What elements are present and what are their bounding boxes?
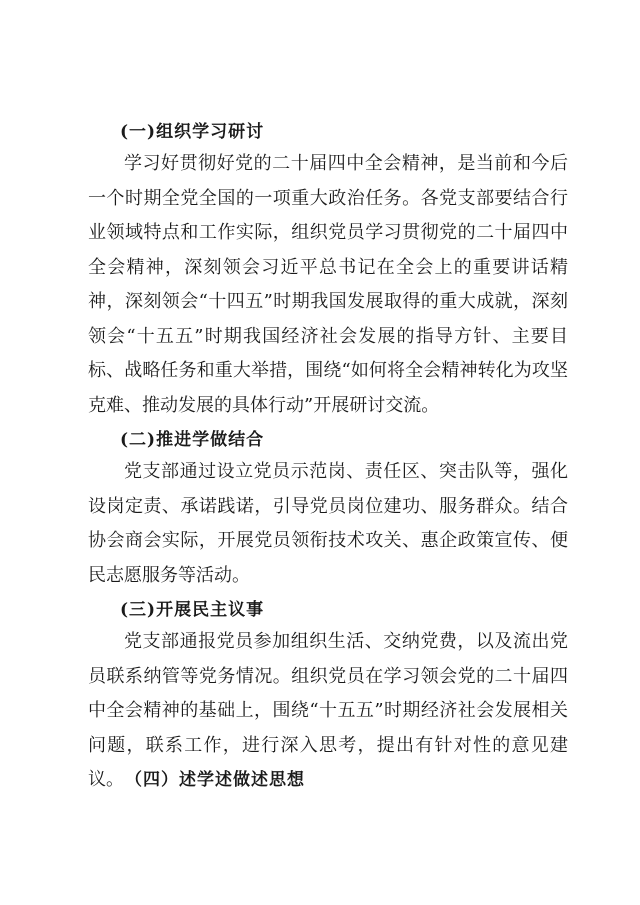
section-body-1: 学习好贯彻好党的二十届四中全会精神，是当前和今后一个时期全党全国的一项重大政治任务。各党支部要结合行业领域特点和工作实际，组织党员学习贯彻党的二十届四中全会精神，深刻领会习近平总书记在全会上的重要讲话精神，深刻领会“十四五”时期我国发展取得的重大成就，深刻领会“十五五”时期我国经济社会发展的指导方针、主要目标、战略任务和重大举措，围绕“如何将全会精神转化为攻坚克难、推动发展的具体行动”开展研讨交流。: [88, 153, 568, 416]
section-body-2: 党支部通过设立党员示范岗、责任区、突击队等，强化设岗定责、承诺践诺，引导党员岗位建功、服务群众。结合协会商会实际，开展党员领衔技术攻关、惠企政策宣传、便民志愿服务等活动。: [88, 461, 568, 586]
section-heading-3: (三)开展民主议事: [120, 600, 265, 620]
section-heading-1: (一)组织学习研讨: [120, 122, 265, 142]
section-heading-4: （四）述学述做述思想: [125, 770, 305, 790]
section-heading-2: (二)推进学做结合: [120, 430, 265, 450]
section-body-3: 党支部通报党员参加组织生活、交纳党费，以及流出党员联系纳管等党务情况。组织党员在学习领会党的二十届四中全会精神的基础上，围绕“十五五”时期经济社会发展相关问题，联系工作，进行深入思考，提出有针对性的意见建议。: [88, 631, 568, 790]
